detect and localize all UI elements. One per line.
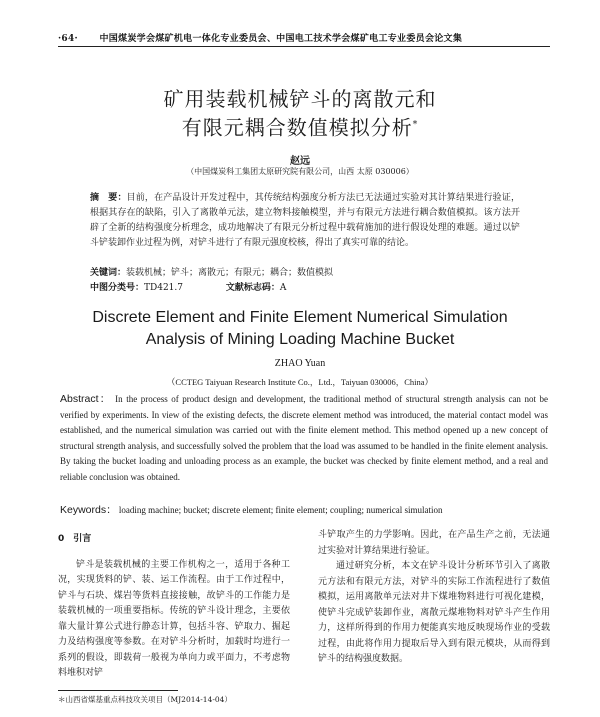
abstract-cn-text: 目前，在产品设计开发过程中，其传统结构强度分析方法已无法通过实验对其计算结果进行验证，根据其存在的缺陷，引入了离散单元法，建立物料接触模型，并与有限元方法进行耦合数值模拟。该方法开辟了全新的结构强度分析理念，成功地解决了有限元分析过程中载荷施加的进行假设处理的难题。通过以铲斗铲装卸作业过程为例，对铲斗进行了有限元强度校核，得出了真实可靠的结论。 <box>90 193 520 248</box>
keywords-en <box>60 502 548 517</box>
author-cn: 赵远 <box>290 156 310 167</box>
intro-paragraph-continued: 斗铲取产生的力学影响。因此，在产品生产之前，无法通过实验对计算结果进行验证。 <box>318 530 550 556</box>
header-rule <box>58 46 550 47</box>
abstract-cn <box>90 191 520 251</box>
title-footnote-mark: * <box>412 120 419 130</box>
title-en-line2: Analysis of Mining Loading Machine Bucket <box>145 331 455 348</box>
author-en: ZHAO Yuan <box>274 358 326 369</box>
running-title: 中国煤炭学会煤矿机电一体化专业委员会、中国电工技术学会煤矿电工专业委员会论文集 <box>99 34 463 44</box>
title-cn-line1: 矿用装载机械铲斗的离散元和 <box>163 87 437 111</box>
section-heading-introduction: 0 引言 <box>58 534 92 544</box>
intro-paragraph-right: 通过研究分析，本文在铲斗设计分析环节引入了离散元方法和有限元方法，对铲斗的实际工作流程进行了数值模拟，运用离散单元法对井下煤堆物料进行可视化建模，使铲斗完成铲装卸作业，离散元煤堆物料对铲斗产生作用力，这样所得到的作用力便能真实地反映现场作业的受载过程，由此将作用力提取后导入到有限元模块，从而得到铲斗的结构强度数据。 <box>318 561 550 664</box>
body-column-left <box>58 532 290 682</box>
abstract-en-label: Abstract： <box>60 393 112 405</box>
clc-label: 中图分类号： <box>90 283 145 293</box>
abstract-en <box>60 392 548 485</box>
title-cn-line2-wrap <box>80 112 520 141</box>
footnote-funding: ＊山西省煤基重点科技攻关项目（MJ2014-14-04） <box>58 695 232 704</box>
keywords-en-text: loading machine; bucket; discrete element; finite element; coupling; numerical simulation <box>118 505 443 515</box>
doc-code-value: A <box>279 283 287 293</box>
body-column-right <box>318 528 550 668</box>
abstract-en-text: In the process of product design and development, the traditional method of structural strength analysis can not be verified by experiments. In view of the existing defects, the discrete element method was introduced, the material contact model was established, and the numerical simulation was carried out with the finite element method. This method opened up a new concept of structural strength analysis, and successfully solved the problem that the load was assumed to be handled in the finite element analysis. By taking the bucket loading and unloading process as an example, the bucket was checked by finite element method, and a real and reliable conclusion was obtained. <box>60 394 549 482</box>
title-cn-line2: 有限元耦合数值模拟分析 <box>181 115 413 140</box>
doc-code-label: 文献标志码： <box>225 283 280 293</box>
footnote-rule <box>58 690 178 691</box>
intro-paragraph-left: 铲斗是装载机械的主要工作机构之一，适用于各种工况，实现货料的铲、装、运工作流程。由于工作过程中，铲斗与石块、煤岩等货料直接接触，故铲斗的工作能力是装载机械的一项重要指标。传统的铲斗设计理念，主要依靠大量计算公式进行静态计算，包括斗容、铲取力、掘起力及结构强度等参数。在对铲斗分析时，加载时均进行一系列的假设，即载荷一般视为单向力或平面力，不考虑物料堆积对铲 <box>58 559 290 678</box>
title-en-line1: Discrete Element and Finite Element Numerical Simulation <box>92 309 508 326</box>
page-number: ·64· <box>58 34 78 44</box>
abstract-cn-label: 摘 要： <box>90 193 127 203</box>
keywords-cn-text: 装载机械；铲斗；离散元；有限元；耦合；数值模拟 <box>126 268 334 278</box>
keywords-en-label: Keywords： <box>60 504 117 516</box>
classification-cn <box>90 280 286 293</box>
running-header <box>58 31 548 44</box>
keywords-cn-label: 关键词： <box>90 268 127 278</box>
affiliation-en: （CCTEG Taiyuan Research Institute Co.，Ltd.，Taiyuan 030006，China） <box>166 377 434 387</box>
keywords-cn <box>90 265 333 278</box>
clc-value: TD421.7 <box>144 283 183 293</box>
affiliation-cn: （中国煤炭科工集团太原研究院有限公司，山西 太原 030006） <box>186 167 414 176</box>
